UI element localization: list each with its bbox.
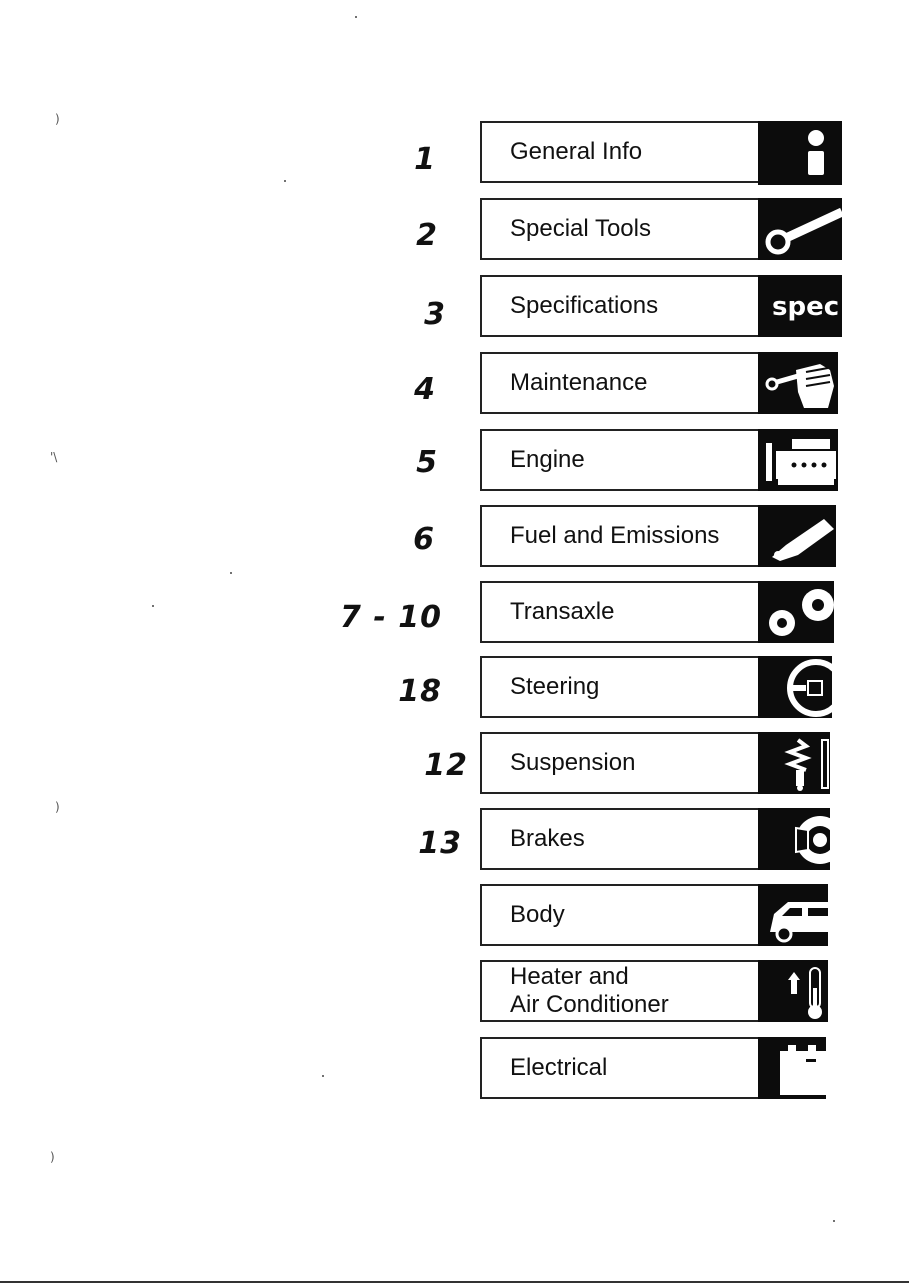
page-bottom-edge: [0, 1281, 909, 1283]
battery-icon: [758, 1037, 826, 1099]
tab-general-info[interactable]: [480, 121, 760, 183]
tab-label: Heater and Air Conditioner: [510, 963, 669, 1018]
car-body-icon: [758, 884, 828, 946]
scan-speck: [355, 16, 357, 18]
tab-suspension[interactable]: [480, 732, 760, 794]
hand-wrench-icon: [758, 352, 838, 414]
scan-mark: '\: [50, 450, 58, 464]
tab-specifications[interactable]: [480, 275, 760, 337]
handwritten-number: 1: [414, 142, 436, 177]
steering-wheel-icon: [758, 656, 832, 718]
wrench-icon: [758, 198, 842, 260]
scan-speck: [230, 572, 232, 574]
tab-label: Steering: [510, 673, 600, 700]
scan-mark: ): [55, 800, 60, 814]
shock-absorber-icon: [758, 732, 830, 794]
engine-icon: [758, 429, 838, 491]
handwritten-number: 2: [416, 218, 438, 253]
tab-label: Electrical: [510, 1054, 608, 1081]
tab-brakes[interactable]: [480, 808, 760, 870]
tab-label: Fuel and Emissions: [510, 522, 720, 549]
handwritten-number: 6: [413, 522, 435, 557]
scan-speck: [152, 605, 154, 607]
tab-label: Engine: [510, 446, 585, 473]
tab-label: Special Tools: [510, 215, 651, 242]
brake-disc-icon: [758, 808, 830, 870]
tab-label: General Info: [510, 138, 643, 165]
handwritten-number: 3: [424, 297, 446, 332]
tab-steering[interactable]: [480, 656, 760, 718]
scan-speck: [322, 1075, 324, 1077]
scan-speck: [284, 180, 286, 182]
handwritten-number: 5: [416, 445, 438, 480]
tab-special-tools[interactable]: [480, 198, 760, 260]
tab-transaxle[interactable]: [480, 581, 760, 643]
tab-label: Body: [510, 901, 565, 928]
scan-mark: ): [55, 112, 60, 126]
fuel-nozzle-icon: [758, 505, 836, 567]
tab-label: Specifications: [510, 292, 659, 319]
tab-label: Maintenance: [510, 369, 648, 396]
tab-body[interactable]: [480, 884, 760, 946]
spec-icon: [758, 275, 842, 337]
handwritten-number: 12: [424, 748, 468, 783]
tab-heater-and-air-conditioner[interactable]: [480, 960, 760, 1022]
tab-label: Brakes: [510, 825, 585, 852]
scan-speck: [833, 1220, 835, 1222]
info-icon: [758, 121, 842, 185]
tab-electrical[interactable]: [480, 1037, 760, 1099]
handwritten-number: 18: [398, 674, 442, 709]
tab-fuel-and-emissions[interactable]: [480, 505, 760, 567]
tab-engine[interactable]: [480, 429, 760, 491]
thermometer-icon: [758, 960, 828, 1022]
handwritten-number: 7 - 10: [340, 600, 442, 635]
tab-maintenance[interactable]: [480, 352, 760, 414]
handwritten-number: 4: [414, 372, 436, 407]
tab-label: Suspension: [510, 749, 636, 776]
gears-icon: [758, 581, 834, 643]
scan-mark: ): [50, 1150, 55, 1164]
tab-label: Transaxle: [510, 598, 615, 625]
spec-icon-text: spec: [772, 292, 840, 322]
handwritten-number: 13: [418, 826, 462, 861]
